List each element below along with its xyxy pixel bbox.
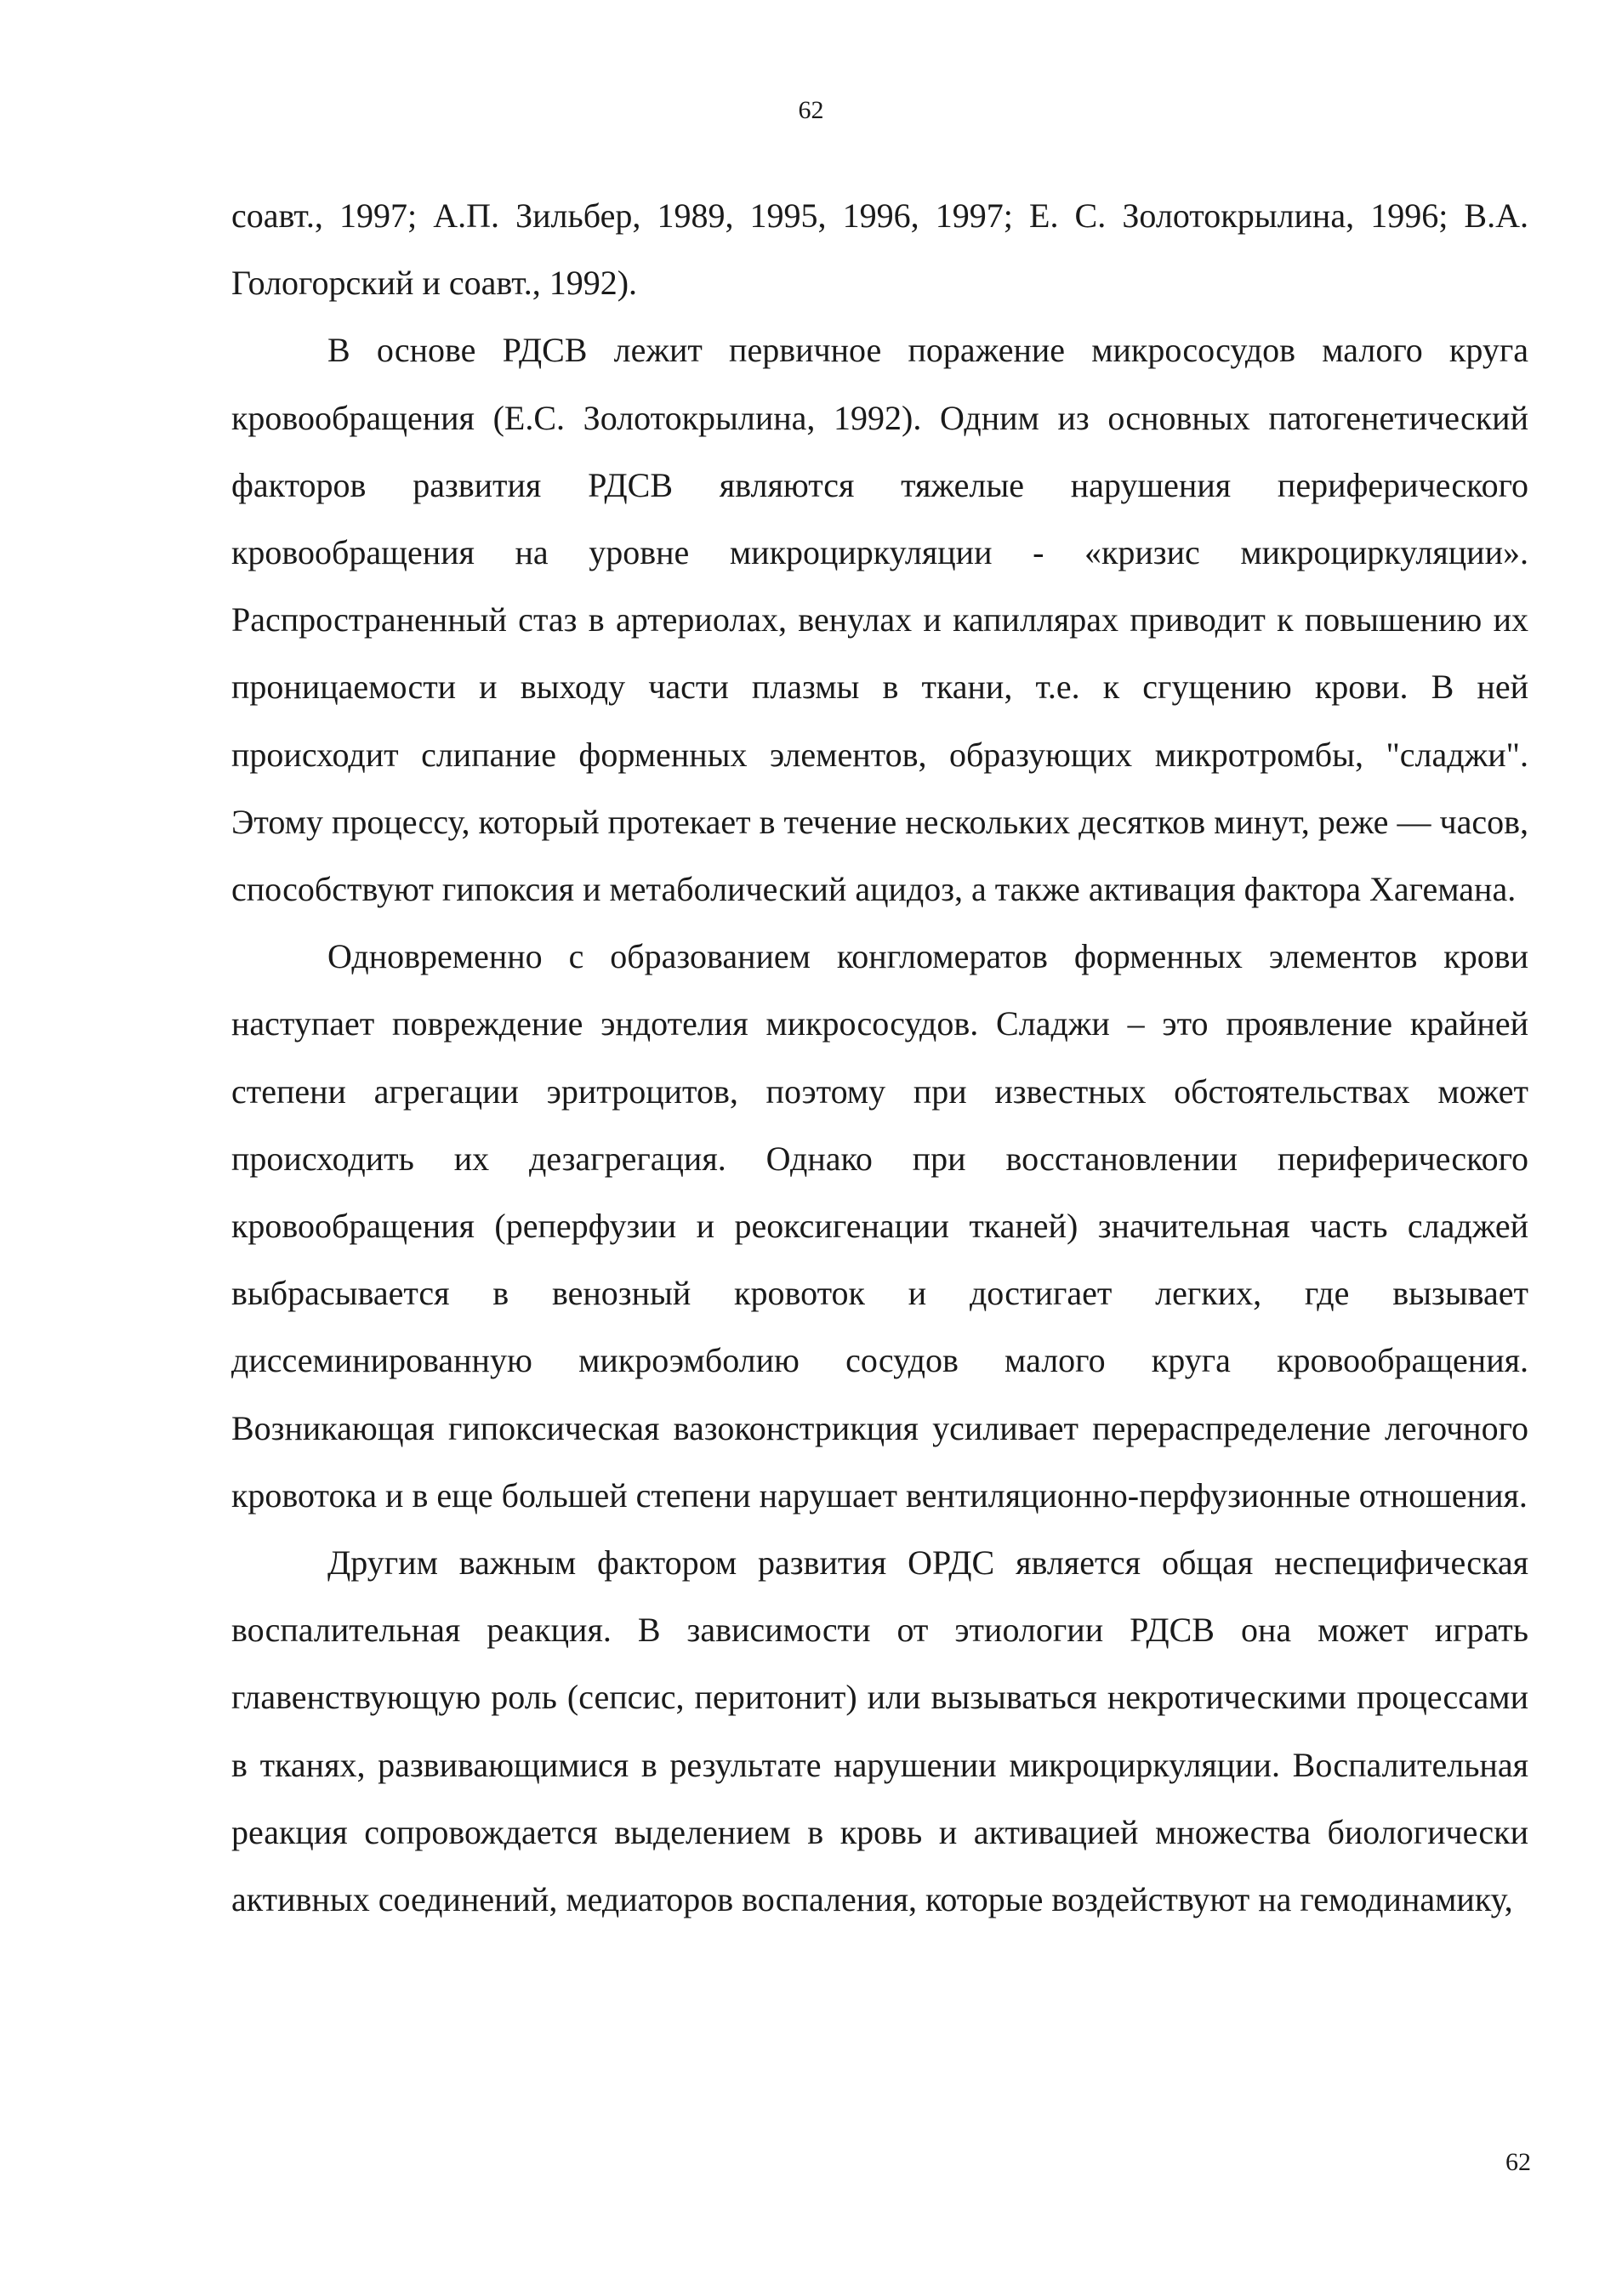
- paragraph-continuation: соавт., 1997; А.П. Зильбер, 1989, 1995, 1996, 1997; Е. С. Золотокрылина, 1996; В.А. Гологорский и соавт., 1992).: [231, 196, 1528, 303]
- body-text: [231, 182, 1528, 1933]
- paragraph: Другим важным фактором развития ОРДС является общая неспецифическая воспалительная реакция. В зависимости от этиологии РДСВ она может играть главенствующую роль (сепсис, перитонит) или вызываться некротическими процессами в тканях, развивающимися в результате нарушении микроциркуляции. Воспалительная реакция сопровождается выделением в кровь и активацией множества биологически активных соединений, медиаторов воспаления, которые воздействуют на гемодинамику,: [231, 1543, 1528, 1919]
- paragraph: Одновременно с образованием конгломератов форменных элементов крови наступает повреждение эндотелия микрососудов. Сладжи – это проявление крайней степени агрегации эритроцитов, поэтому при известных обстоятельствах может происходить их дезагрегация. Однако при восстановлении периферического кровообращения (реперфузии и реоксигенации тканей) значительная часть сладжей выбрасывается в венозный кровоток и достигает легких, где вызывает диссеминированную микроэмболию сосудов малого круга кровообращения. Возникающая гипоксическая вазоконстрикция усиливает перераспределение легочного кровотока и в еще большей степени нарушает вентиляционно-перфузионные отношения.: [231, 937, 1528, 1515]
- page-number-top: 62: [798, 96, 824, 124]
- page-number-bottom: 62: [1505, 2148, 1531, 2176]
- paragraph: В основе РДСВ лежит первичное поражение микрососудов малого круга кровообращения (Е.С. Золотокрылина, 1992). Одним из основных патогенетический факторов развития РДСВ являются тяжелые нарушения периферического кровообращения на уровне микроциркуляции - «кризис микроциркуляции». Распространенный стаз в артериолах, венулах и капиллярах приводит к повышению их проницаемости и выходу части плазмы в ткани, т.е. к сгущению крови. В ней происходит слипание форменных элементов, образующих микротромбы, "сладжи". Этому процессу, который протекает в течение нескольких десятков минут, реже — часов, способствуют гипоксия и метаболический ацидоз, а также активация фактора Хагемана.: [231, 331, 1528, 909]
